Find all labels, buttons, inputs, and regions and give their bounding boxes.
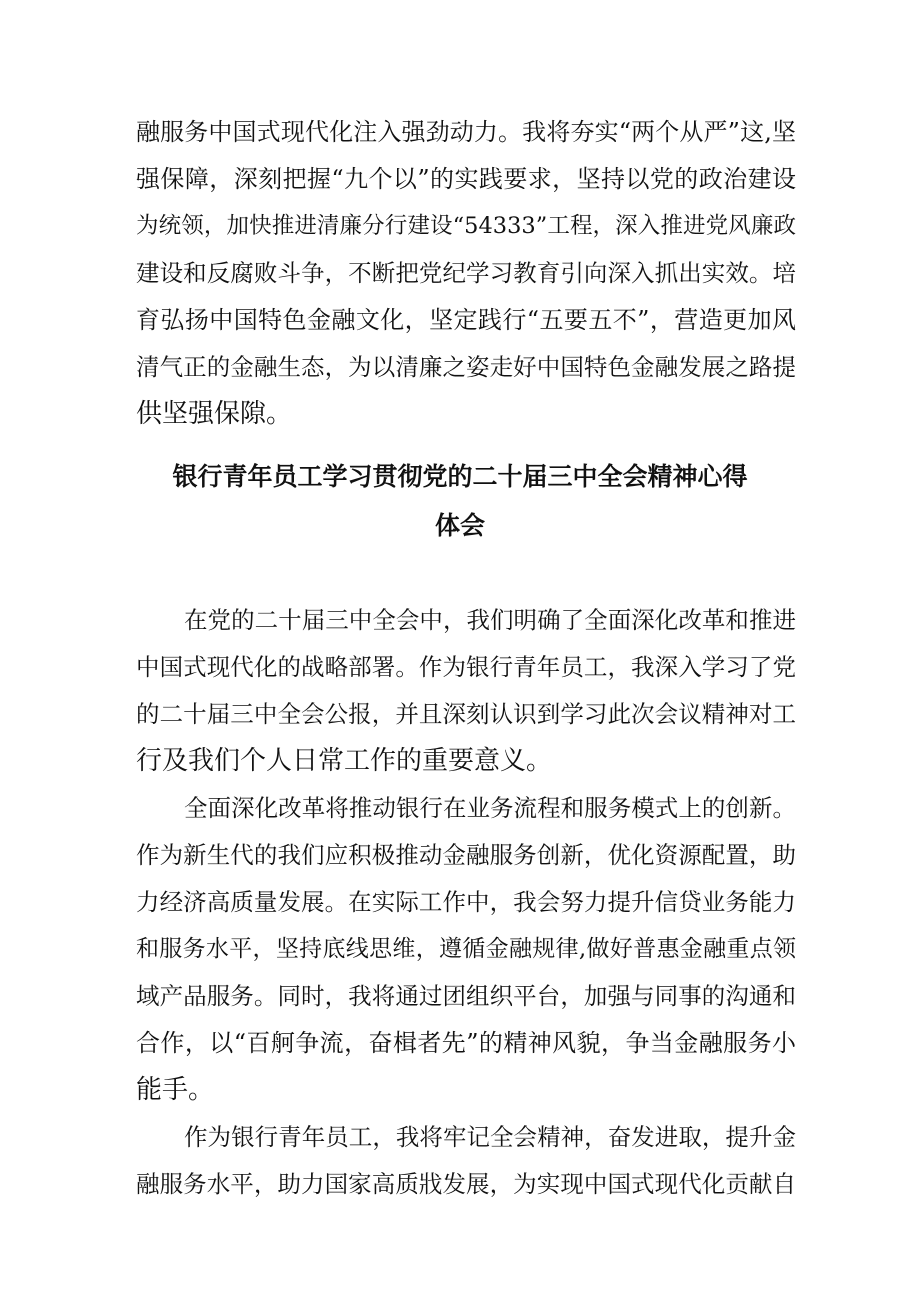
text-line: 强保障，深刻把握“九个以”的实践要求，坚持以党的政治建设 [136, 165, 796, 193]
text-line: 清气正的金融生态，为以清廉之姿走好中国特色金融发展之路提 [136, 353, 796, 381]
article-title-line-1: 银行青年员工学习贯彻党的二十届三中全会精神心得 [172, 462, 748, 491]
text-line: 的二十届三中全会公报，并且深刻认识到学习此次会议精神对工 [136, 700, 796, 728]
text-line: 供坚强保隙。 [136, 399, 293, 429]
text-line: 能手。 [136, 1075, 215, 1105]
article-title-line-2: 体会 [434, 511, 485, 540]
text-line: 作为新生代的我们应积极推动金融服务创新，优化资源配置，助 [136, 841, 796, 869]
text-line: 育弘扬中国特色金融文化，坚定践行“五要五不”，营造更加风 [136, 306, 796, 334]
text-line: 为统领，加快推进清廉分行建设“54333”工程，深入推进党风廉政 [136, 213, 796, 239]
text-line: 全面深化改革将推动银行在业务流程和服务模式上的创新。 [184, 794, 796, 822]
text-line: 合作，以“百舸争流，奋楫者先”的精神风貌，争当金融服务小 [136, 1029, 796, 1057]
text-line: 和服务水平，坚持底线思维，遵循金融规律,做好普惠金融重点领 [136, 936, 796, 962]
text-line: 中国式现代化的战略部署。作为银行青年员工，我深入学习了党 [136, 653, 796, 681]
text-line: 力经济高质量发展。在实际工作中，我会努力提升信贷业务能力 [136, 888, 796, 916]
text-line: 在党的二十届三中全会中，我们明确了全面深化改革和推进 [184, 606, 796, 634]
text-line: 融服务中国式现代化注入强劲动力。我将夯实“两个从严”这,坚 [136, 118, 796, 146]
text-line: 融服务水平，助力国家高质戕发展，为实现中国式现代化贡献自 [136, 1170, 796, 1198]
text-line: 行及我们个人日常工作的重要意义。 [136, 746, 553, 776]
text-line: 域产品服务。同时，我将通过团组织平台，加强与同事的沟通和 [136, 982, 796, 1010]
text-line: 建设和反腐败斗争，不断把党纪学习教育引向深入抓出实效。培 [136, 259, 796, 287]
text-line: 作为银行青年员工，我将牢记全会精神，奋发进取，提升金 [184, 1123, 796, 1151]
